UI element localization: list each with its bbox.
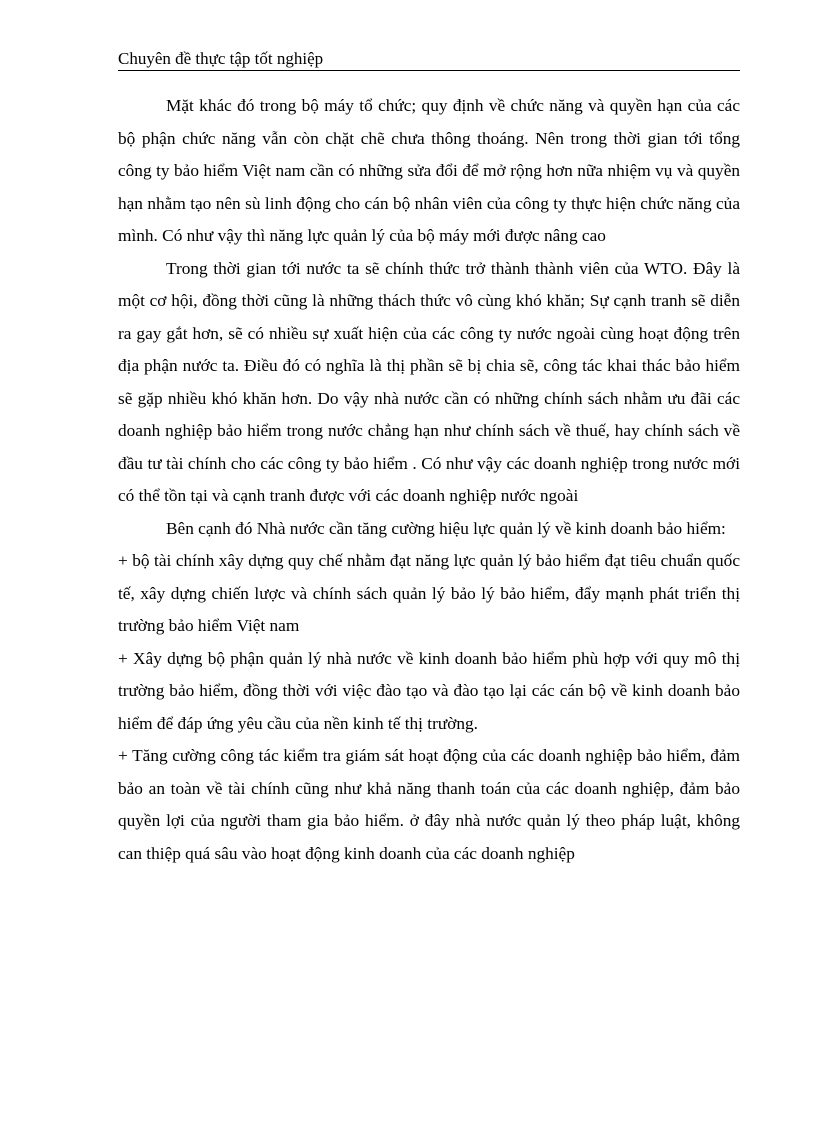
list-item-management-division: + Xây dựng bộ phận quản lý nhà nước về kinh doanh bảo hiểm phù hợp với quy mô thị trường bảo hiểm, đồng thời với việc đào tạo và đào tạo lại các cán bộ về kinh doanh bảo hiểm để đáp ứng yêu cầu của nền kinh tế thị trường. [118,648,740,733]
header-title: Chuyên đề thực tập tốt nghiệp [118,49,324,68]
paragraph-organization: Mặt khác đó trong bộ máy tổ chức; quy định về chức năng và quyền hạn của các bộ phận chức năng vẫn còn chặt chẽ chưa thông thoáng. Nên trong thời gian tới tổng công ty bảo hiểm Việt nam cần có những sửa đổi để mở rộng hơn nữa nhiệm vụ và quyền hạn nhằm tạo nên sù linh động cho cán bộ nhân viên của công ty thực hiện chức năng của mình. Có như vậy thì năng lực quản lý của bộ máy mới được nâng cao [118,96,740,245]
document-body [118,90,740,870]
page-header [118,48,740,71]
list-item-ministry-finance: + bộ tài chính xây dựng quy chế nhằm đạt năng lực quản lý bảo hiểm đạt tiêu chuẩn quốc tế, xây dựng chiến lược và chính sách quản lý bảo lý bảo hiểm, đẩy mạnh phát triển thị trường bảo hiểm Việt nam [118,551,740,635]
paragraph-wto: Trong thời gian tới nước ta sẽ chính thức trở thành thành viên của WTO. Đây là một cơ hội, đồng thời cũng là những thách thức vô cùng khó khăn; Sự cạnh tranh sẽ diễn ra gay gắt hơn, sẽ có nhiều sự xuất hiện của các công ty nước ngoài cùng hoạt động trên địa phận nước ta. Điều đó có nghĩa là thị phần sẽ bị chia sẽ, công tác khai thác bảo hiểm sẽ gặp nhiều khó khăn hơn. Do vậy nhà nước cần có những chính sách nhằm ưu đãi các doanh nghiệp bảo hiểm trong nước chẳng hạn như chính sách về thuế, hay chính sách về đầu tư tài chính cho các công ty bảo hiểm . Có như vậy các doanh nghiệp trong nước mới có thể tồn tại và cạnh tranh được với các doanh nghiệp nước ngoài [118,258,740,505]
paragraph-state-management: Bên cạnh đó Nhà nước cần tăng cường hiệu lực quản lý về kinh doanh bảo hiểm: [166,518,726,538]
list-item-supervision: + Tăng cường công tác kiểm tra giám sát hoạt động của các doanh nghiệp bảo hiểm, đảm bảo an toàn về tài chính cũng như khả năng thanh toán của các doanh nghiệp, đảm bảo quyền lợi của người tham gia bảo hiểm. ở đây nhà nước quản lý theo pháp luật, không can thiệp quá sâu vào hoạt động kinh doanh của các doanh nghiệp [118,746,740,863]
